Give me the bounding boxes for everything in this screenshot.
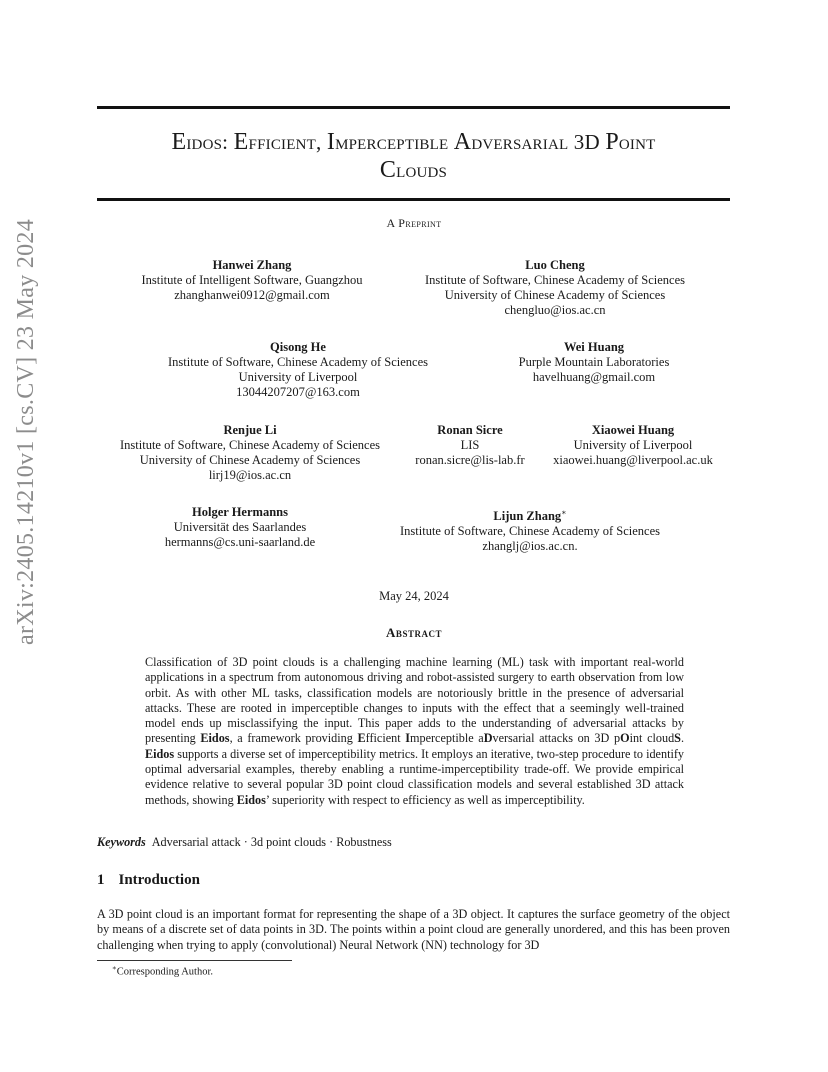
author-name: Renjue Li (223, 423, 277, 437)
author-name: Xiaowei Huang (591, 423, 675, 437)
author-lijun-zhang (385, 505, 675, 554)
author-ronan-sicre (405, 423, 535, 468)
keywords-label: Keywords (97, 835, 146, 849)
author-affiliation: Institute of Intelligent Software, Guangzhou (141, 273, 363, 287)
keywords-line (97, 835, 392, 850)
keywords-text: Adversarial attack · 3d point clouds · Robustness (151, 835, 392, 849)
title-bottom-rule (97, 198, 730, 201)
footnote-rule (97, 960, 292, 961)
author-name: Ronan Sicre (437, 423, 503, 437)
author-name: Luo Cheng (525, 258, 585, 272)
author-name: Lijun Zhang∗ (493, 508, 567, 524)
author-name: Holger Hermanns (192, 505, 288, 519)
author-email: chengluo@ios.ac.cn (504, 303, 606, 317)
author-affiliation: Institute of Software, Chinese Academy of Sciences (400, 524, 660, 539)
author-email: zhanglj@ios.ac.cn. (482, 539, 578, 554)
author-email: ronan.sicre@lis-lab.fr (415, 453, 525, 467)
author-name: Hanwei Zhang (212, 258, 292, 272)
author-holger-hermanns (145, 505, 335, 550)
author-affiliation: Purple Mountain Laboratories (518, 355, 670, 369)
footnote-mark: ∗ (112, 964, 117, 972)
title-line-1: Eidos: Efficient, Imperceptible Adversarial 3D Point (171, 129, 656, 155)
title-top-rule (97, 106, 730, 109)
section-title: Introduction (118, 872, 200, 888)
corresponding-author-mark: ∗ (561, 508, 567, 517)
author-email: lirj19@ios.ac.cn (208, 468, 292, 482)
paper-title (97, 128, 730, 184)
title-line-2: Clouds (379, 157, 448, 183)
introduction-paragraph: A 3D point cloud is an important format for representing the shape of a 3D object. It captures the surface geometry of the object by means of a discrete set of data points in 3D. The points within a point cloud are generally unordered, and this has been proven challenging when trying to apply (convolutional) Neural Network (NN) technology for 3D (97, 907, 730, 952)
author-email: hermanns@cs.uni-saarland.de (164, 535, 316, 549)
author-affiliation: University of Liverpool (573, 438, 693, 452)
author-affiliation: Institute of Software, Chinese Academy of Sciences (425, 273, 685, 287)
author-email: havelhuang@gmail.com (532, 370, 656, 384)
author-affiliation: University of Liverpool (238, 370, 358, 384)
author-renjue-li (105, 423, 395, 483)
author-affiliation: Institute of Software, Chinese Academy of Sciences (168, 355, 428, 369)
author-luo-cheng (410, 258, 700, 318)
section-heading-introduction (97, 872, 200, 889)
preprint-label: A Preprint (386, 216, 442, 230)
footnote-text: Corresponding Author. (116, 966, 214, 978)
author-qisong-he (153, 340, 443, 400)
author-name: Wei Huang (563, 340, 625, 354)
author-affiliation: University of Chinese Academy of Sciences (139, 453, 361, 467)
author-affiliation: Institute of Software, Chinese Academy of Sciences (120, 438, 380, 452)
abstract-heading: Abstract (386, 625, 442, 640)
abstract-body: Classification of 3D point clouds is a challenging machine learning (ML) task with important real-world applications in a spectrum from autonomous driving and robot-assisted surgery to earth observation from low orbit. As with other ML tasks, classification models are notoriously brittle in the presence of adversarial attacks. These are rooted in imperceptible changes to inputs with the effect that a seemingly well-trained model ends up misclassifying the input. This paper adds to the understanding of adversarial attacks by presenting Eidos, a framework providing Efficient Imperceptible aDversarial attacks on 3D pOint cloudS. Eidos supports a diverse set of imperceptibility metrics. It employs an iterative, two-step procedure to identify optimal adversarial examples, thereby enabling a runtime-imperceptibility trade-off. We provide empirical evidence relative to several popular 3D point cloud classification models and several established 3D attack methods, showing Eidos’ superiority with respect to efficiency as well as imperceptibility. (145, 655, 684, 807)
author-affiliation: LIS (460, 438, 480, 452)
author-email: 13044207207@163.com (236, 385, 360, 399)
author-xiaowei-huang (543, 423, 723, 468)
footnote (112, 964, 213, 978)
author-name: Qisong He (270, 340, 326, 354)
arxiv-identifier: arXiv:2405.14210v1 [cs.CV] 23 May 2024 (13, 218, 39, 645)
author-affiliation: Universität des Saarlandes (173, 520, 307, 534)
publication-date: May 24, 2024 (379, 589, 449, 603)
author-hanwei-zhang (132, 258, 372, 303)
author-wei-huang (494, 340, 694, 385)
section-number: 1 (97, 872, 105, 888)
author-affiliation: University of Chinese Academy of Sciences (444, 288, 666, 302)
author-email: xiaowei.huang@liverpool.ac.uk (553, 453, 713, 467)
author-email: zhanghanwei0912@gmail.com (174, 288, 330, 302)
